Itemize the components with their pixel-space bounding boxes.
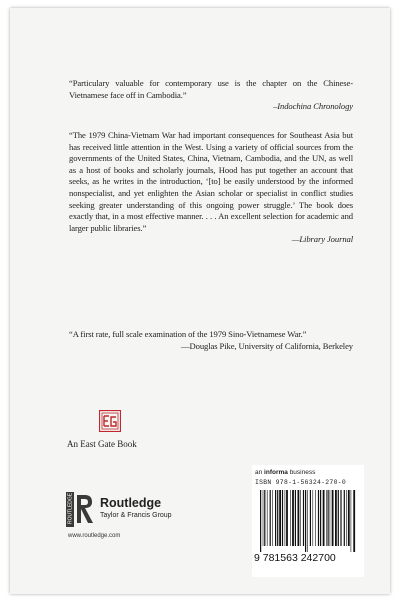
barcode-bars — [258, 490, 358, 552]
barcode-bar — [267, 490, 268, 546]
barcode-bar — [351, 490, 352, 552]
barcode-bar — [298, 490, 300, 546]
barcode-bar — [323, 490, 325, 546]
barcode-bar — [285, 490, 286, 546]
barcode-bar — [338, 490, 339, 546]
routledge-logo-icon — [66, 492, 96, 527]
review-quote-1 — [69, 78, 353, 113]
east-gate-logo-icon — [99, 410, 121, 432]
barcode-bar — [315, 490, 316, 546]
quote-source: —Library Journal — [291, 234, 353, 245]
quote-source: —Douglas Pike, University of California, Berkeley — [181, 340, 353, 351]
barcode-bar — [328, 490, 329, 546]
east-gate-label: An East Gate Book — [67, 439, 137, 449]
barcode-bar — [277, 490, 278, 546]
barcode-bar — [295, 490, 296, 546]
quote-text: “The 1979 China-Vietnam War had important consequences for Southeast Asia but has received little attention in the West. Using a variety of official sources from the governments of the United States, China, Vietnam, Cambodia, and the UN, as well as a host of books and scholarly journals, Hood has put together an account that seeks, as he writes in the introduction, ‘[to] be easily understood by the informed nonspecialist, and yet enlighten the Asian scholar or specialist in conflict studies seeking greater understanding of this ongoing power struggle.’ The book does exactly that, in a most effective manner. . . . An excellent selection for academic and larger public libraries.” — [69, 130, 353, 233]
informa-business-line — [255, 469, 315, 476]
barcode-bar — [275, 490, 276, 546]
barcode-bar — [344, 490, 345, 546]
isbn-number: ISBN 978-1-56324-270-0 — [255, 479, 346, 486]
review-quote-2 — [69, 130, 353, 246]
quote-text: “Particulary valuable for contemporary use is the chapter on the Chinese-Vietnamese face off in Cambodia.” — [69, 78, 353, 100]
informa-bold: informa — [264, 469, 288, 476]
barcode-bar — [303, 490, 304, 546]
barcode-bar — [326, 490, 327, 546]
barcode-bar — [270, 490, 271, 546]
publisher-name: Routledge — [100, 496, 162, 510]
barcode-bar — [307, 490, 308, 552]
publisher-url: www.routledge.com — [68, 533, 121, 539]
barcode-digits: 9 781563 242700 — [254, 552, 336, 564]
review-quote-3 — [69, 329, 353, 352]
barcode-bar — [263, 490, 264, 546]
barcode-bar — [340, 490, 341, 546]
barcode-bar — [353, 490, 355, 552]
informa-suffix: business — [287, 469, 316, 476]
quote-source: –Indochina Chronology — [273, 101, 353, 112]
informa-prefix: an — [255, 469, 265, 476]
barcode-bar — [272, 490, 273, 546]
barcode-bar — [335, 490, 337, 546]
barcode-bar — [286, 490, 288, 546]
barcode-bar — [313, 490, 314, 546]
barcode-bar — [300, 490, 301, 546]
barcode-bar — [318, 490, 319, 546]
barcode-bar — [305, 490, 306, 552]
publisher-group: Taylor & Francis Group — [100, 512, 172, 519]
barcode-bar — [310, 490, 311, 546]
barcode-bar — [348, 490, 350, 546]
barcode-bar — [264, 490, 265, 546]
quote-text: “A first rate, full scale examination of the 1979 Sino-Vietnamese War.” — [69, 329, 307, 339]
barcode-bar — [320, 490, 321, 546]
barcode-bar — [290, 490, 291, 546]
barcode-bar — [292, 490, 294, 546]
barcode-bar — [282, 490, 283, 546]
barcode-bar — [279, 490, 281, 546]
barcode-bar — [260, 490, 261, 552]
barcode-bar — [330, 490, 331, 546]
svg-text:ROUTLEDGE: ROUTLEDGE — [67, 492, 74, 524]
barcode-bar — [332, 490, 334, 546]
barcode-bar — [346, 490, 347, 546]
